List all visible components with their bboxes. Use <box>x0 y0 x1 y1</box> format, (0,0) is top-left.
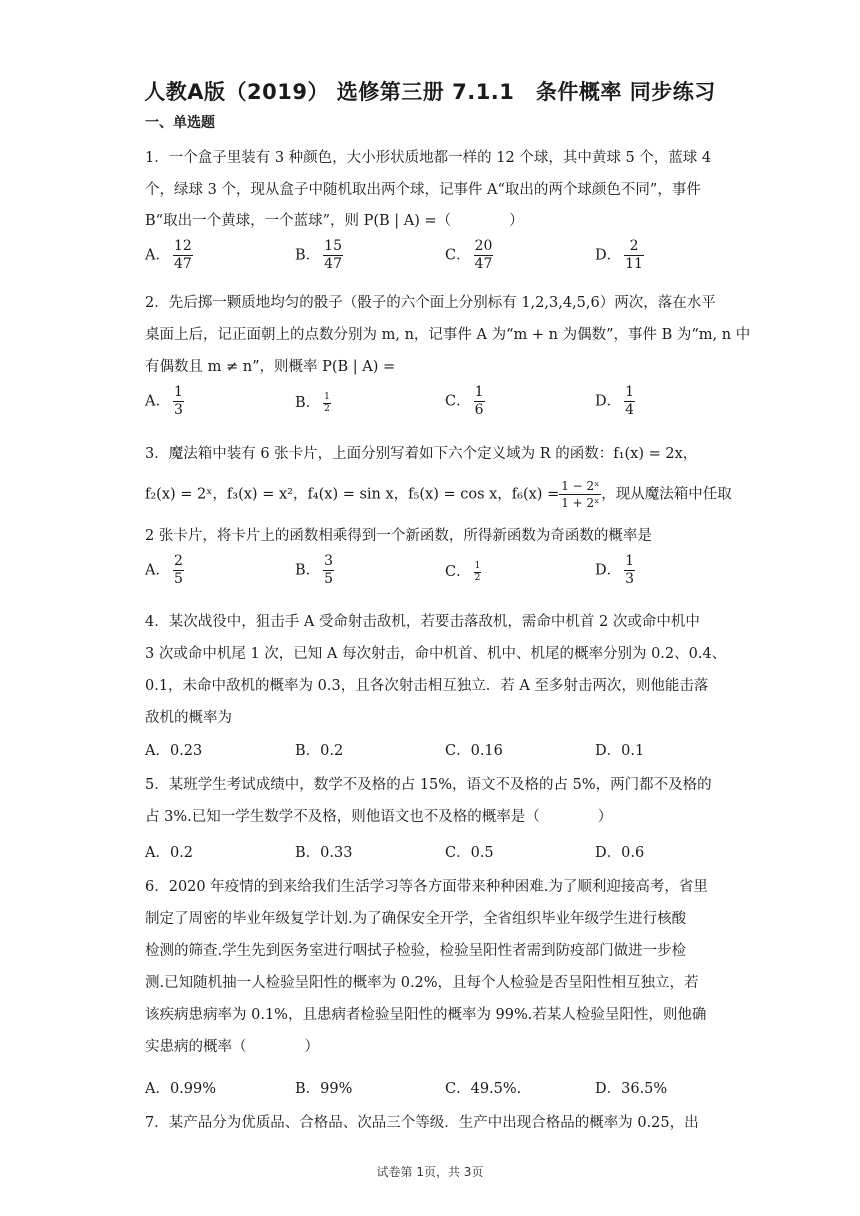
q3-line-1: 3．魔法箱中装有 6 张卡片，上面分别写着如下六个定义域为 R 的函数：f₁(x) = 2x， <box>145 446 698 462</box>
q1-line-3: B“取出一个黄球，一个蓝球”，则 P(B | A) =（ ） <box>145 213 524 229</box>
q5-option-c[interactable]: C．0.5 <box>445 845 494 861</box>
q6-line-2: 制定了周密的毕业年级复学计划.为了确保安全开学，全省组织毕业年级学生进行核酸 <box>145 911 687 927</box>
q5-line-1: 5．某班学生考试成绩中，数学不及格的占 15%，语文不及格的占 5%，两门都不及格的 <box>145 777 712 793</box>
q3-option-a[interactable]: A． $\frac{2}{5}$ <box>145 553 183 587</box>
q1-line-2: 个，绿球 3 个，现从盒子中随机取出两个球，记事件 A“取出的两个球颜色不同”，事件 <box>145 182 701 198</box>
q6-option-a[interactable]: A．0.99% <box>145 1081 217 1097</box>
q4-line-4: 敌机的概率为 <box>145 710 232 726</box>
q3-line-3: 2 张卡片，将卡片上的函数相乘得到一个新函数，所得新函数为奇函数的概率是 <box>145 528 652 544</box>
q1-line-1: 1．一个盒子里装有 3 种颜色，大小形状质地都一样的 12 个球，其中黄球 5 个，蓝球 4 <box>145 150 712 166</box>
q5-option-a[interactable]: A．0.2 <box>145 845 194 861</box>
q3-option-d[interactable]: D． $\frac{1}{3}$ <box>595 553 635 587</box>
q2-line-3: 有偶数且 m ≠ n”，则概率 P(B | A) = <box>145 359 396 375</box>
q6-line-3: 检测的筛查.学生先到医务室进行咽拭子检验，检验呈阳性者需到防疫部门做进一步检 <box>145 943 687 959</box>
q2-line-1: 2．先后掷一颗质地均匀的骰子（骰子的六个面上分别标有 1,2,3,4,5,6）两次，落在水平 <box>145 295 716 311</box>
q2-option-d[interactable]: D． $\frac{1}{4}$ <box>595 384 635 418</box>
q2-option-b[interactable]: B． $\frac{1}{2}$ <box>295 391 330 414</box>
page-footer: 试卷第 1页，共 3页 <box>376 1165 484 1179</box>
q6-option-d[interactable]: D．36.5% <box>595 1081 668 1097</box>
q6-line-1: 6．2020 年疫情的到来给我们生活学习等各方面带来种种困难.为了顺利迎接高考，省里 <box>145 879 708 895</box>
q3-option-c[interactable]: C． $\frac{1}{2}$ <box>445 560 481 583</box>
q1-option-a[interactable]: A． $\frac{12}{47}$ <box>145 238 192 272</box>
q7-line-1: 7．某产品分为优质品、合格品、次品三个等级．生产中出现合格品的概率为 0.25，出 <box>145 1115 699 1131</box>
q1-option-b[interactable]: B． $\frac{15}{47}$ <box>295 238 342 272</box>
section-heading: 一、单选题 <box>145 115 215 131</box>
q5-line-2: 占 3%.已知一学生数学不及格，则他语文也不及格的概率是（ ） <box>145 809 613 825</box>
q4-line-3: 0.1，未命中敌机的概率为 0.3，且各次射击相互独立．若 A 至多射击两次，则他能击落 <box>145 678 709 694</box>
q4-option-a[interactable]: A．0.23 <box>145 743 203 759</box>
q3-line-2: f₂(x) = 2ˣ，f₃(x) = x²，f₄(x) = sin x，f₅(x) = cos x，f₆(x) = $\frac{\text{1 − 2ˣ}}{\text{1 + 2ˣ}}$ ，现从魔法箱中任取 <box>145 479 732 510</box>
q4-option-b[interactable]: B．0.2 <box>295 743 344 759</box>
q1-option-c[interactable]: C． $\frac{20}{47}$ <box>445 238 493 272</box>
q6-line-4: 测.已知随机抽一人检验呈阳性的概率为 0.2%，且每个人检验是否呈阳性相互独立，若 <box>145 975 699 991</box>
q5-option-d[interactable]: D．0.6 <box>595 845 645 861</box>
q4-option-c[interactable]: C．0.16 <box>445 743 503 759</box>
q6-option-b[interactable]: B．99% <box>295 1081 353 1097</box>
q4-option-d[interactable]: D．0.1 <box>595 743 645 759</box>
q3-option-b[interactable]: B． $\frac{3}{5}$ <box>295 553 334 587</box>
q4-line-2: 3 次或命中机尾 1 次，已知 A 每次射击，命中机首、机中、机尾的概率分别为 0.2、0.4、 <box>145 646 727 662</box>
q2-option-a[interactable]: A． $\frac{1}{3}$ <box>145 384 183 418</box>
q6-line-6: 实患病的概率（ ） <box>145 1039 319 1055</box>
q2-line-2: 桌面上后，记正面朝上的点数分别为 m, n，记事件 A 为“m + n 为偶数”，事件 B 为“m, n 中 <box>145 327 751 343</box>
q5-option-b[interactable]: B．0.33 <box>295 845 353 861</box>
q4-line-1: 4．某次战役中，狙击手 A 受命射击敌机，若要击落敌机，需命中机首 2 次或命中机中 <box>145 614 700 630</box>
q1-option-d[interactable]: D． $\frac{2}{11}$ <box>595 238 643 272</box>
q2-option-c[interactable]: C． $\frac{1}{6}$ <box>445 384 484 418</box>
q6-option-c[interactable]: C．49.5%. <box>445 1081 522 1097</box>
page-title: 人教A版（2019） 选修第三册 7.1.1 条件概率 同步练习 <box>144 80 716 104</box>
q6-line-5: 该疾病患病率为 0.1%，且患病者检验呈阳性的概率为 99%.若某人检验呈阳性，则他确 <box>145 1007 707 1023</box>
